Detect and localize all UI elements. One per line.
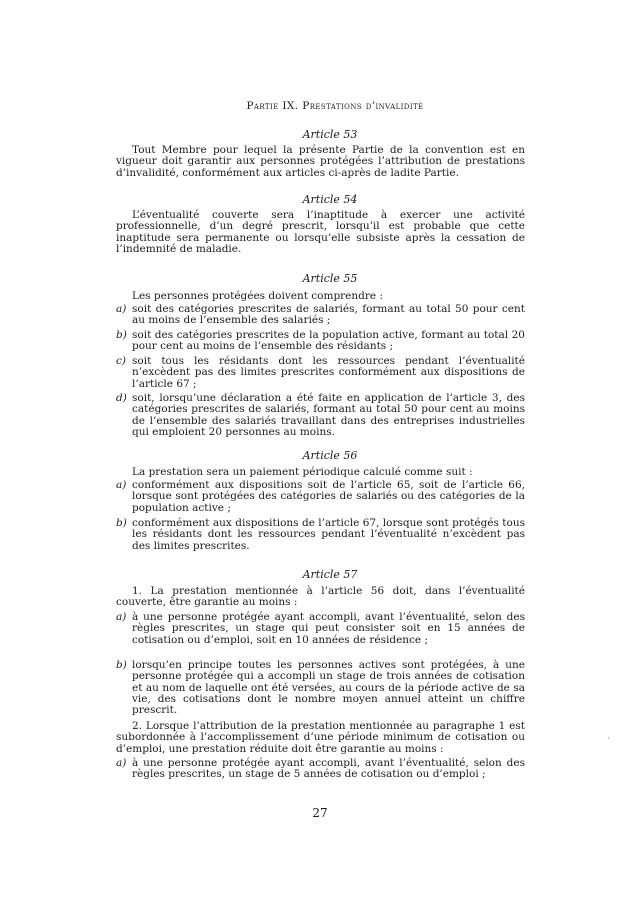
- item-label: b): [116, 517, 127, 529]
- article-57-item-1a: [116, 612, 525, 646]
- item-label: d): [116, 392, 127, 404]
- item-text: soit des catégories prescrites de la population active, formant au total 20 pour cent au moins de l’ensemble des résidants ;: [132, 329, 525, 353]
- part-title: Partie IX. Prestations d’invalidité: [246, 100, 424, 112]
- article-55-title: Article 55: [302, 272, 358, 285]
- item-text: soit, lorsqu’une déclaration a été faite en application de l’article 3, des catégories prescrites de salariés, formant au total 50 pour cent au moins de l’ensemble des salariés travaillant dans des entreprises industrielles qui emploient 20 personnes au moins.: [132, 392, 525, 438]
- article-56-item-a: [116, 480, 525, 514]
- article-56-intro: La prestation sera un paiement périodique calculé comme suit :: [132, 466, 473, 478]
- item-label: a): [116, 303, 127, 315]
- item-text: soit des catégories prescrites de salariés, formant au total 50 pour cent au moins de l’ensemble des salariés ;: [132, 303, 525, 327]
- article-55-item-a: [116, 304, 525, 327]
- item-label: a): [116, 611, 127, 623]
- item-text: soit tous les résidants dont les ressources pendant l’éventualité n’excèdent pas des limites prescrites conformément aux dispositions de l’article 67 ;: [132, 355, 525, 390]
- article-56-title: Article 56: [302, 449, 358, 462]
- item-label: b): [116, 329, 127, 341]
- article-57-title: Article 57: [302, 568, 358, 581]
- item-label: a): [116, 757, 127, 769]
- article-55-intro: Les personnes protégées doivent comprendre :: [132, 290, 383, 302]
- article-53-text: Tout Membre pour lequel la présente Partie de la convention est en vigueur doit garantir aux personnes protégées l’attribution de prestations d’invalidité, conformément aux articles ci-après de ladite Partie.: [116, 144, 525, 179]
- article-57-paragraph-2: 2. Lorsque l’attribution de la prestation mentionnée au paragraphe 1 est subordonnée à l’accomplissement d’une période minimum de cotisation ou d’emploi, une prestation réduite doit être garantie au moins :: [116, 720, 525, 755]
- article-53-title: Article 53: [302, 128, 358, 141]
- article-55-item-d: [116, 393, 525, 438]
- item-text: à une personne protégée ayant accompli, avant l’éventualité, selon des règles prescrites, un stage qui peut consister soit en 15 années de cotisation ou d’emploi, soit en 10 années de résidence ;: [132, 611, 525, 646]
- article-57-item-2a: [116, 758, 525, 781]
- article-56-item-b: [116, 518, 525, 552]
- page-number: 27: [312, 806, 328, 820]
- item-text: conformément aux dispositions de l’article 67, lorsque sont protégés tous les résidants dont les ressources pendant l’éventualité n’excèdent pas des limites prescrites.: [132, 517, 525, 552]
- article-55-item-c: [116, 356, 525, 390]
- item-label: a): [116, 479, 127, 491]
- item-text: à une personne protégée ayant accompli, avant l’éventualité, selon des règles prescrites, un stage de 5 années de cotisation ou d’emploi ;: [132, 757, 525, 781]
- item-label: b): [116, 659, 127, 671]
- item-text: conformément aux dispositions soit de l’article 65, soit de l’article 66, lorsque sont protégées des catégories de salariés ou des catégories de la population active ;: [132, 479, 525, 514]
- item-label: c): [116, 355, 126, 367]
- article-57-paragraph-1: 1. La prestation mentionnée à l’article 56 doit, dans l’éventualité couverte, être garantie au moins :: [116, 585, 525, 609]
- scan-speck: ˊ: [606, 738, 611, 748]
- article-55-item-b: [116, 330, 525, 353]
- item-text: lorsqu’en principe toutes les personnes actives sont protégées, à une personne protégée qui a accompli un stage de trois années de cotisation et au nom de laquelle ont été versées, au cours de la période active de sa vie, des cotisations dont le nombre moyen annuel atteint un chiffre prescrit.: [132, 659, 525, 717]
- article-54-text: L’éventualité couverte sera l’inaptitude à exercer une activité professionnelle, d’un degré prescrit, lorsqu’il est probable que cette inaptitude sera permanente ou lorsqu’elle subsiste après la cessation de l’indemnité de maladie.: [116, 209, 525, 255]
- article-54-title: Article 54: [302, 193, 358, 206]
- article-57-item-1b: [116, 660, 525, 716]
